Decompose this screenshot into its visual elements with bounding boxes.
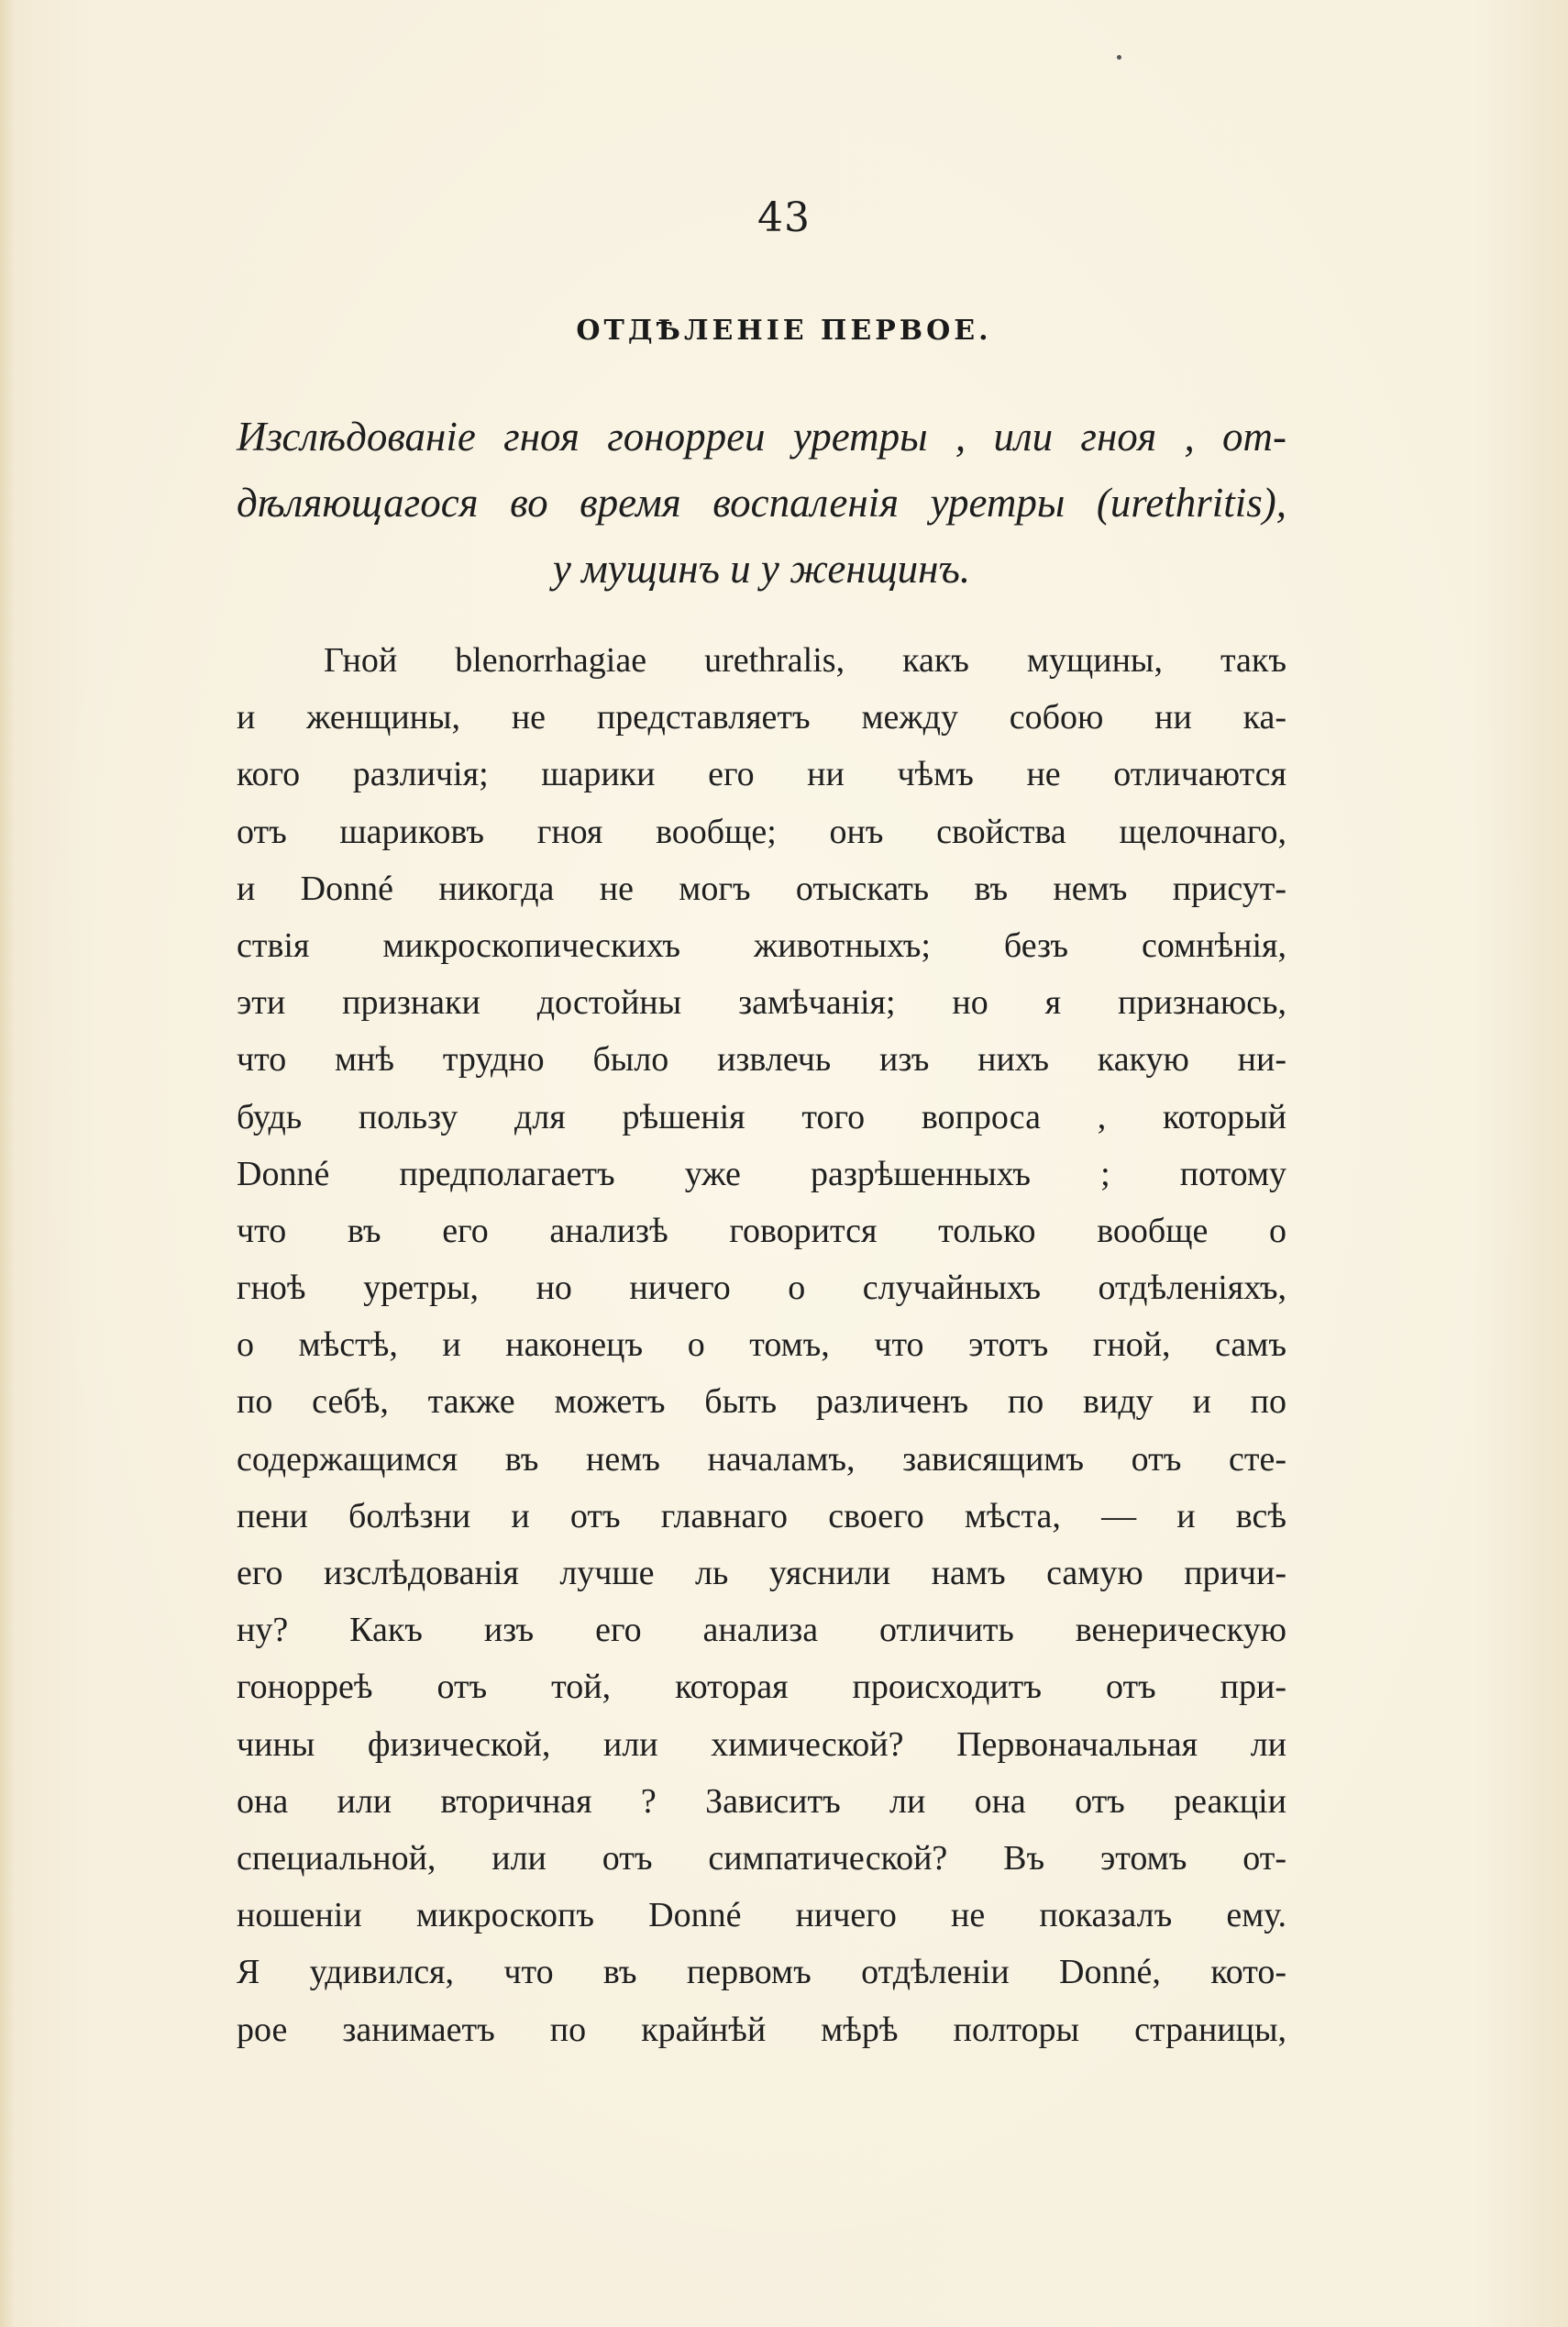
body-line: чины физической, или химической? Первоначальная ли — [237, 1724, 1286, 1764]
body-line: гонорреѣ отъ той, которая происходитъ отъ при- — [237, 1668, 1286, 1707]
body-line: ствія микроскопическихъ животныхъ; безъ сомнѣнія, — [237, 925, 1286, 965]
body-line: рое занимаетъ по крайнѣй мѣрѣ полторы страницы, — [237, 2010, 1286, 2049]
body-line: ну? Какъ изъ его анализа отличить венерическую — [237, 1611, 1286, 1650]
subtitle-line: Изслѣдованіе гноя гонорреи уретры , или гноя , от- — [237, 414, 1286, 460]
body-paragraph — [237, 632, 1286, 2058]
body-line: о мѣстѣ, и наконецъ о томъ, что этотъ гной, самъ — [237, 1325, 1286, 1365]
body-line: пени болѣзни и отъ главнаго своего мѣста, — и всѣ — [237, 1496, 1286, 1535]
body-line: будь пользу для рѣшенія того вопроса , который — [237, 1097, 1286, 1136]
body-line: отъ шариковъ гноя вообще; онъ свойства щелочнаго, — [237, 812, 1286, 851]
body-line: что въ его анализѣ говорится только вообще о — [237, 1211, 1286, 1250]
body-line: его изслѣдованія лучше ль уяснили намъ самую причи- — [237, 1554, 1286, 1592]
body-line: и Donné никогда не могъ отыскать въ немъ присут- — [237, 869, 1286, 908]
body-line: она или вторичная ? Зависитъ ли она отъ реакціи — [237, 1781, 1286, 1821]
body-line: Donné предполагаетъ уже разрѣшенныхъ ; потому — [237, 1154, 1286, 1193]
section-heading: ОТДѢЛЕНІЕ ПЕРВОЕ. — [576, 315, 992, 347]
page-number: 43 — [757, 194, 811, 241]
body-line: кого различія; шарики его ни чѣмъ не отличаются — [237, 755, 1286, 794]
body-line: специальной, или отъ симпатической? Въ этомъ от- — [237, 1838, 1286, 1878]
page-edge-shadow — [0, 0, 15, 2327]
body-line: ношеніи микроскопъ Donné ничего не показалъ ему. — [237, 1896, 1286, 1935]
subtitle-line: у мущинъ и у женщинъ. — [552, 546, 971, 592]
ink-speck — [1117, 55, 1121, 60]
body-line: и женщины, не представляетъ между собою ни ка- — [237, 698, 1286, 737]
subtitle-line: дѣляющагося во время воспаленія уретры (urethritis), — [237, 480, 1286, 526]
body-line: Я удивился, что въ первомъ отдѣленіи Donné, кото- — [237, 1953, 1286, 1992]
body-line: содержащимся въ немъ началамъ, зависящимъ отъ сте- — [237, 1439, 1286, 1479]
body-line: Гной blenorrhagiae urethralis, какъ мущины, такъ — [324, 641, 1286, 680]
body-line: гноѣ уретры, но ничего о случайныхъ отдѣленіяхъ, — [237, 1269, 1286, 1308]
section-subtitle — [237, 404, 1286, 602]
body-line: по себѣ, также можетъ быть различенъ по виду и по — [237, 1382, 1286, 1422]
body-line: что мнѣ трудно было извлечь изъ нихъ какую ни- — [237, 1040, 1286, 1080]
body-line: эти признаки достойны замѣчанія; но я признаюсь, — [237, 983, 1286, 1023]
